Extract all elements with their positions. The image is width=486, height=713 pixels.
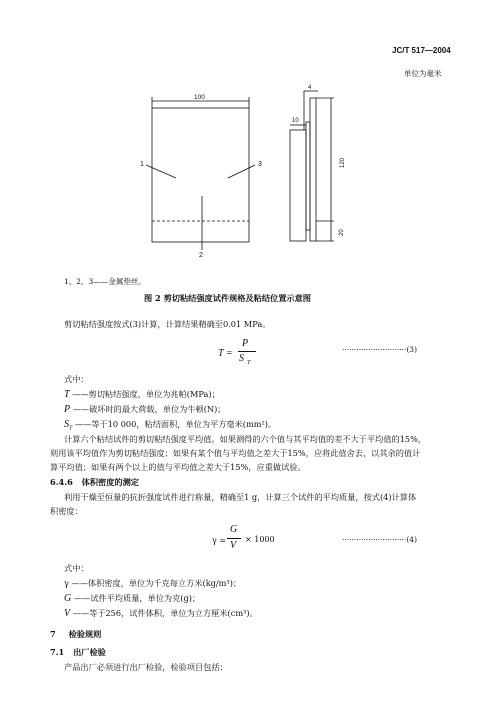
def-P-symbol: P [64,404,71,415]
dim-height: 120 [340,157,346,168]
def-S-symbol: S [64,419,69,430]
def-T-symbol: T [64,389,70,400]
formula-4-den: V [230,540,237,551]
label-1: 1 [140,161,144,168]
formula-4-mult: × 1000 [245,535,275,544]
formula-3-number: ···························(3) [342,345,417,354]
def-S-sub: T [69,425,73,432]
figure-caption: 图 2 剪切粘结强度试件规格及粘结位置示意图 [144,293,311,303]
def-V-text: ——等于256，试件体积，单位为立方厘米(cm³)。 [72,608,258,618]
leader-1 [146,165,176,178]
dim-thickness: 10 [292,118,299,124]
def-G-symbol: G [64,593,72,604]
formula-3-lhs: T = [218,348,233,359]
def-V [64,609,258,619]
formula-4-lhs: γ = [212,536,227,545]
density-para-line-2: 积密度： [50,506,83,516]
section-7-title: 检验规则 [68,629,102,639]
dim-top: 4 [308,85,312,91]
section-7-1-number: 7.1 [50,647,65,657]
figure-legend: 1、2、3——金属垫丝。 [64,277,146,286]
section-6-4-6-heading [50,478,139,486]
def-P-text: ——破坏时的最大荷载，单位为牛顿(N)； [72,404,226,414]
plate-side-thick [310,98,316,241]
section-6-4-6-number: 6.4.6 [50,477,73,487]
shear-para-line-1: 计算六个粘结试件的剪切粘结强度平均值。如果测得的六个值与其平均值的差不大于平均值的15%， [64,434,427,444]
unit-note: 单位为毫米 [404,69,442,78]
formula-3-den-sub: T [247,360,251,366]
def-S-text: ——等于10 000，粘结面积，单位为平方毫米(mm²)。 [74,419,277,429]
section-6-4-6-title: 体积密度的测定 [81,477,139,487]
where-label-2: 式中： [64,563,89,573]
formula-4-num: G [230,524,238,535]
plate-side-thin [290,130,306,241]
def-gamma-text: ——体积密度，单位为千克每立方米(kg/m³)； [71,578,242,588]
fraction-bar [238,351,256,352]
def-gamma-symbol: γ [64,578,69,588]
section-7-1-title: 出厂检验 [73,647,106,657]
standard-code: JC/T 517—2004 [392,46,451,55]
def-gamma [64,579,241,587]
def-G [64,594,200,604]
leader-3 [228,165,255,178]
fraction-bar-4 [227,538,241,539]
formula-4-number: ···························(4) [342,535,417,544]
section-7-1-heading [50,648,106,656]
dim-width: 100 [194,94,205,101]
def-T-text: ——剪切粘结强度，单位为兆帕(MPa)； [72,389,220,399]
label-2: 2 [199,252,203,259]
shear-para-line-3: 算平均值；如果有两个以上的值与平均值之差大于15%，应重做试验。 [50,462,306,472]
label-3: 3 [258,161,262,168]
section-7-number: 7 [50,629,56,639]
def-S [64,420,276,432]
def-V-symbol: V [64,608,71,619]
where-label: 式中： [64,374,89,384]
section-7-1-para: 产品出厂必须进行出厂检验，检验项目包括： [64,662,228,672]
dim-bottom: 20 [339,229,345,236]
formula-3-num: P [242,338,249,349]
plate-side-mid [306,122,310,230]
def-G-text: ——试件平均质量，单位为克(g)； [73,593,201,603]
formula-3-den: S [239,353,244,364]
shear-para-line-2: 则用该平均值作为剪切粘结强度；如果有某个值与平均值之差大于15%，应将此值舍去，以其余的值计 [50,448,421,458]
def-P [64,405,225,415]
specimen-diagram [0,0,486,300]
def-T [64,390,220,400]
section-7-heading [50,630,101,638]
density-para-line-1: 利用干燥至恒量的抗折强度试件进行称量，精确至1 g，计算三个试件的平均质量，按式(4)计算体 [64,492,417,502]
shear-intro: 剪切粘结强度按式(3)计算，计算结果精确至0.01 MPa。 [64,319,271,329]
